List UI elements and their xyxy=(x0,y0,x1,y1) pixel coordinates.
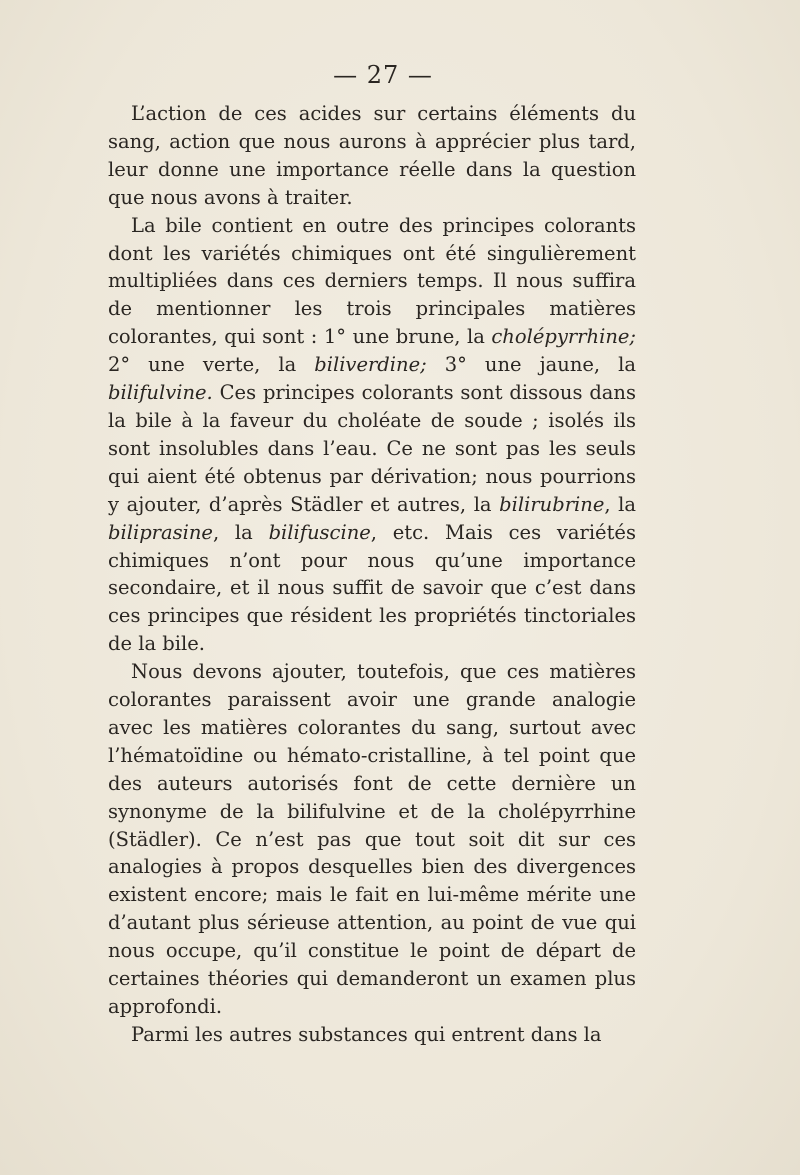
text-run: Parmi les autres substances qui entrent dans la xyxy=(131,1022,602,1046)
paragraph-3 xyxy=(108,658,636,1021)
text-run: , la xyxy=(604,492,636,516)
text-run: 2° une verte, la xyxy=(108,353,315,377)
paragraph-2 xyxy=(108,212,636,659)
text-run: , etc. Mais ces variétés chimiques n’ont pour nous qu’une importance secondaire, et il nous suffit de savoir que c’est dans ces principes que résident les propriétés tinctoriales de la bile. xyxy=(108,520,636,656)
italic-term: bilirubrine xyxy=(499,492,605,516)
italic-term: bilifuscine xyxy=(268,520,371,544)
italic-term: bilifulvine. xyxy=(108,381,213,405)
paragraph-4 xyxy=(108,1021,636,1049)
page-number: — 27 — xyxy=(333,61,433,89)
body-text xyxy=(108,100,636,1049)
text-run: 3° une jaune, la xyxy=(426,353,636,377)
text-run: Nous devons ajouter, toutefois, que ces matières colorantes paraissent avoir une grande analogie avec les matières colorantes du sang, surtout avec l’hématoïdine ou hémato-cristalline, à tel point que des auteurs autorisés font de cette dernière un synonyme de la bilifulvine et de la cholépyrrhine (Städler). Ce n’est pas que tout soit dit sur ces analogies à propos desquelles bien des divergences existent encore; mais le fait en lui-même mérite une d’autant plus sérieuse attention, au point de vue qui nous occupe, qu’il constitue le point de départ de certaines théories qui demanderont un examen plus approfondi. xyxy=(108,660,636,1018)
text-run: , la xyxy=(212,520,269,544)
text-run: Ces principes colorants sont dissous dans la bile à la faveur du choléate de soude ; isolés ils sont insolubles dans l’eau. Ce ne sont pas les seuls qui aient été obtenus par dérivation; nous pourrions y ajouter, d’après Städler et autres, la xyxy=(108,381,636,516)
text-run: La bile contient en outre des principes colorants dont les variétés chimiques ont été singulièrement multipliées dans ces derniers temps. Il nous suffira de mentionner les trois principales matières colorantes, qui sont : 1° une brune, la xyxy=(108,213,636,349)
italic-term: cholépyrrhine; xyxy=(491,325,636,349)
italic-term: biliprasine xyxy=(108,520,213,544)
text-run: L’action de ces acides sur certains éléments du sang, action que nous aurons à apprécier plus tard, leur donne une importance réelle dans la question que nous avons à traiter. xyxy=(108,102,636,209)
italic-term: biliverdine; xyxy=(314,353,427,377)
paragraph-1 xyxy=(108,100,636,212)
